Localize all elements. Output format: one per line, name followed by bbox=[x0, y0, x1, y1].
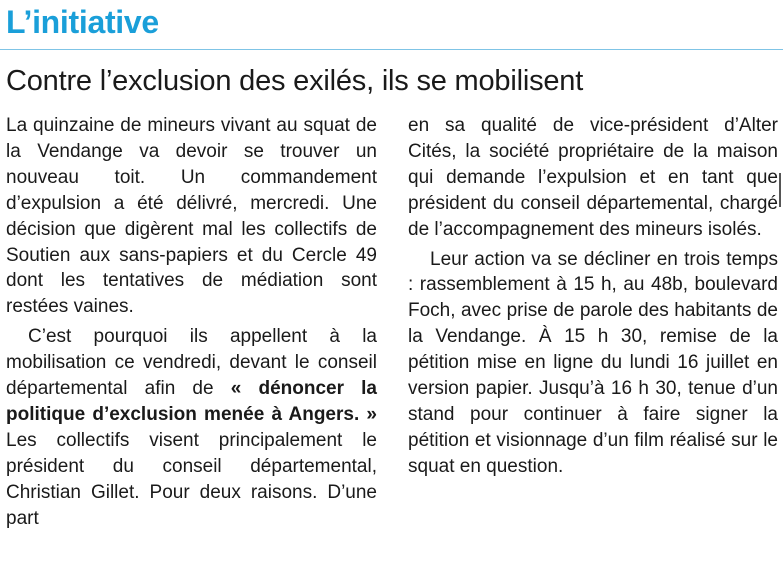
quoted-statement: « dénoncer la politique d’exclusion menée à Angers. » bbox=[6, 378, 377, 425]
article-paragraph-4: Leur action va se décliner en trois temps : rassemblement à 15 h, au 48b, boulevard Foch, avec prise de parole des habitants de la Vendange. À 15 h 30, remise de la pétition mise en ligne du lundi 16 juillet en version papier. Jusqu’à 16 h 30, tenue d’un stand pour continuer à faire signer la pétition et visionnage d’un film réalisé sur le squat en question. bbox=[408, 248, 778, 477]
page-edge-mark bbox=[779, 173, 781, 207]
paragraph-2-continuation: Les collectifs visent principalement le président du conseil départemental, Christian Gillet. Pour deux raisons. D’une part bbox=[6, 429, 377, 529]
article-paragraph-2 bbox=[6, 324, 377, 531]
article-column-right bbox=[408, 113, 778, 480]
article-paragraph-3: en sa qualité de vice-président d’Alter Cités, la société propriétaire de la maison qui demande l’expulsion et en tant que président du conseil départemental, chargé de l’accompagnement des mineurs isolés. bbox=[408, 115, 778, 240]
rubric-divider bbox=[0, 49, 783, 50]
paragraph-2-intro: C’est pourquoi ils appellent à la mobilisation ce vendredi, devant le conseil départemental afin de bbox=[6, 326, 377, 400]
article-headline: Contre l’exclusion des exilés, ils se mobilisent bbox=[6, 65, 584, 97]
article-column-left bbox=[6, 113, 377, 532]
article-paragraph-1: La quinzaine de mineurs vivant au squat de la Vendange va devoir se trouver un nouveau toit. Un commandement d’expulsion a été délivré, mercredi. Une décision que digèrent mal les collectifs de Soutien aux sans-papiers et du Cercle 49 dont les tentatives de médiation sont restées vaines. bbox=[6, 115, 377, 318]
section-rubric: L’initiative bbox=[6, 4, 159, 40]
